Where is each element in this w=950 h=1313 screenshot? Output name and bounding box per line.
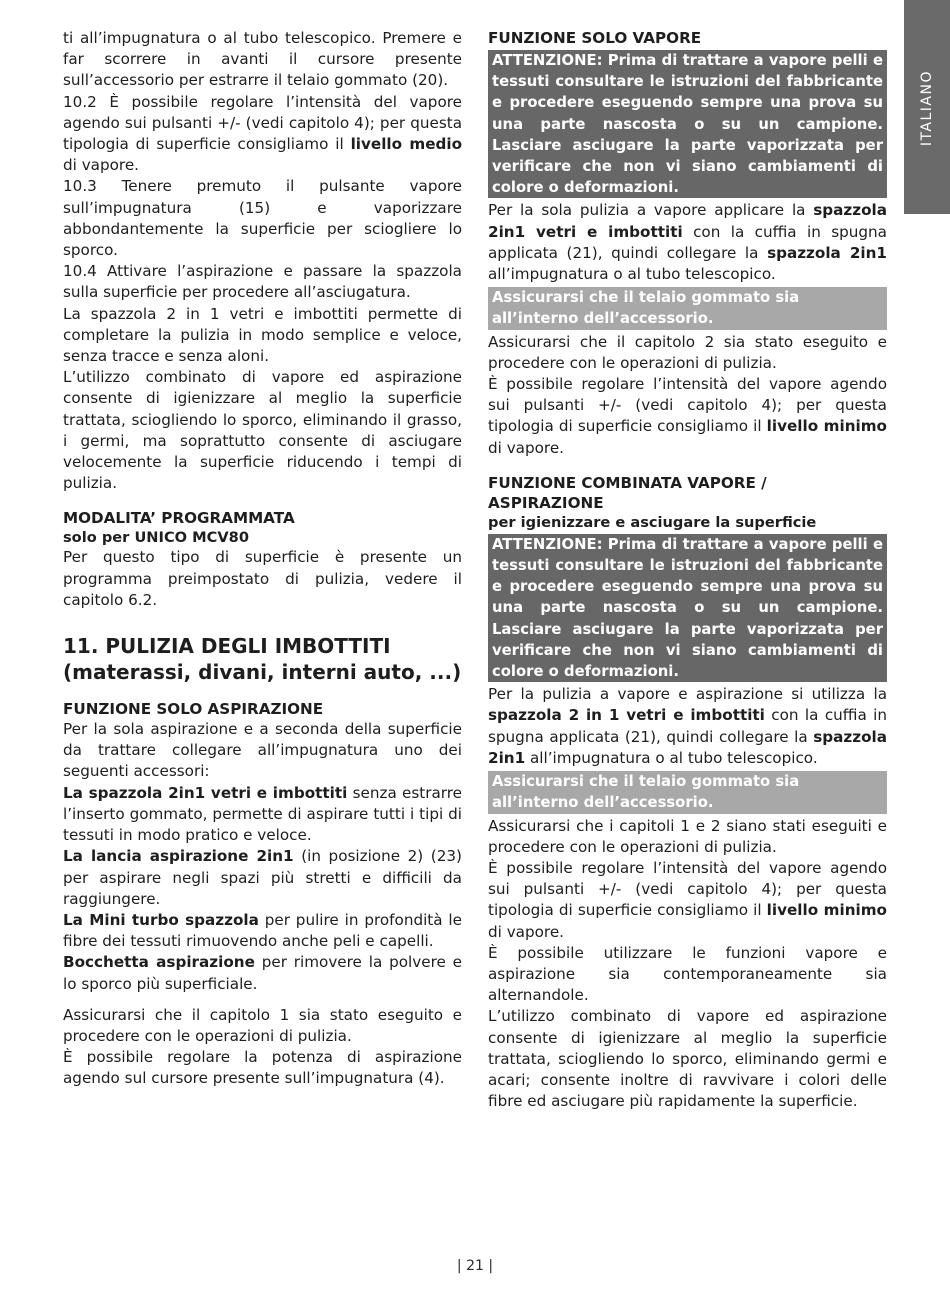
language-label: ITALIANO (919, 70, 935, 147)
section-11-subtitle: (materassi, divani, interni auto, ...) (63, 660, 462, 685)
combined-note-box: Assicurarsi che il telaio gommato sia all’interno dell’accessorio. (488, 771, 887, 813)
vacuum-closing-2: È possibile regolare la potenza di aspirazione agendo sul cursore presente sull’impugnatura (4). (63, 1048, 462, 1088)
combined-use-paragraph: L’utilizzo combinato di vapore ed aspirazione consente di igienizzare al meglio la superficie trattata, sciogliendo lo sporco, eliminando il grasso, i germi, ma soprattutto consente di asciugare velocemente la superficie riducendo i tempi di pulizia. (63, 368, 462, 493)
language-side-tab (904, 0, 950, 214)
accessory-item-brush: La spazzola 2in1 vetri e imbottiti senza estrarre l’inserto gommato, permette di aspirare tutti i tipi di tessuti in modo pratico e veloce. (63, 783, 462, 845)
emphasis-livello-medio: livello medio (350, 135, 463, 154)
combined-warning-box: ATTENZIONE: Prima di trattare a vapore pelli e tessuti consultare le istruzioni del fabbricante e procedere eseguendo sempre una prova su una parte nascosta o su un campione. Lasciare asciugare la parte vaporizzata per verificare che non vi siano cambiamenti di colore o deformazioni. (488, 534, 887, 682)
left-column (63, 28, 462, 1090)
combined-closing-4: L’utilizzo combinato di vapore ed aspirazione consente di igienizzare al meglio la superficie trattata, sciogliendo lo sporco, eliminando germi e acari; consente inoltre di ravvivare i colori delle fibre ed asciugare più rapidamente la superficie. (488, 1007, 887, 1111)
accessory-item-nozzle: Bocchetta aspirazione per rimovere la polvere e lo sporco più superficiale. (63, 953, 462, 993)
steam-only-instructions: Per la sola pulizia a vapore applicare la spazzola 2in1 vetri e imbottiti con la cuffia in spugna applicata (21), quindi collegare la spazzola 2in1 all’impugnatura o al tubo telescopico. (488, 201, 887, 284)
step-10-4: 10.4 Attivare l’aspirazione e passare la spazzola sulla superficie per procedere all’asciugatura. (63, 262, 462, 302)
page-number: | 21 | (456, 1258, 494, 1274)
programmed-mode-text: Per questo tipo di superficie è presente un programma preimpostato di pulizia, vedere il capitolo 6.2. (63, 548, 462, 609)
programmed-mode-heading: MODALITA’ PROGRAMMATA (63, 509, 295, 528)
combined-closing-2: È possibile regolare l’intensità del vapore agendo sui pulsanti +/- (vedi capitolo 4); per questa tipologia di superficie consigliamo il livello minimo di vapore. (488, 858, 887, 941)
steam-only-heading: FUNZIONE SOLO VAPORE (488, 29, 702, 47)
combined-closing-3: È possibile utilizzare le funzioni vapore e aspirazione sia contemporaneamente sia alternandole. (488, 943, 887, 1005)
combined-instructions: Per la pulizia a vapore e aspirazione si utilizza la spazzola 2 in 1 vetri e imbottiti con la cuffia in spugna applicata (21), quindi collegare la spazzola 2in1 all’impugnatura o al tubo telescopico. (488, 685, 888, 767)
step-10-3: 10.3 Tenere premuto il pulsante vapore sull’impugnatura (15) e vaporizzare abbondantemente la superficie per sciogliere lo sporco. (63, 177, 462, 260)
vacuum-only-intro: Per la sola aspirazione e a seconda della superficie da trattare collegare all’impugnatura uno dei seguenti accessori: (63, 720, 462, 781)
accessory-item-lance: La lancia aspirazione 2in1 (in posizione 2) (23) per aspirare negli spazi più stretti e difficili da raggiungere. (63, 847, 462, 908)
combined-subheading: per igienizzare e asciugare la superficie (488, 513, 817, 531)
programmed-mode-subheading: solo per UNICO MCV80 (63, 529, 249, 547)
intro-paragraph: ti all’impugnatura o al tubo telescopico. Premere e far scorrere in avanti il cursore presente sull’accessorio per estrarre il telaio gommato (20). (63, 29, 462, 90)
vacuum-only-heading: FUNZIONE SOLO ASPIRAZIONE (63, 700, 324, 719)
section-11-title: 11. PULIZIA DEGLI IMBOTTITI (63, 634, 391, 659)
accessory-item-turbo-brush: La Mini turbo spazzola per pulire in profondità le fibre dei tessuti rimuovendo anche peli e capelli. (63, 910, 462, 951)
vacuum-closing-1: Assicurarsi che il capitolo 1 sia stato eseguito e procedere con le operazioni di pulizia. (63, 1005, 462, 1045)
steam-only-warning-box: ATTENZIONE: Prima di trattare a vapore pelli e tessuti consultare le istruzioni del fabbricante e procedere eseguendo sempre una prova su una parte nascosta o su un campione. Lasciare asciugare la parte vaporizzata per verificare che non vi siano cambiamenti di colore o deformazioni. (488, 50, 887, 198)
steam-only-note-box: Assicurarsi che il telaio gommato sia all’interno dell’accessorio. (488, 287, 887, 329)
combined-closing-1: Assicurarsi che i capitoli 1 e 2 siano stati eseguiti e procedere con le operazioni di pulizia. (488, 816, 887, 856)
steam-only-closing-2: È possibile regolare l’intensità del vapore agendo sui pulsanti +/- (vedi capitolo 4); per questa tipologia di superficie consigliamo il livello minimo di vapore. (488, 375, 887, 457)
step-10-2: 10.2 È possibile regolare l’intensità del vapore agendo sui pulsanti +/- (vedi capitolo 4); per questa tipologia di superficie consigliamo il livello medio di vapore. (63, 92, 463, 175)
steam-only-closing-1: Assicurarsi che il capitolo 2 sia stato eseguito e procedere con le operazioni di pulizia. (488, 332, 887, 372)
combined-heading: FUNZIONE COMBINATA VAPORE / ASPIRAZIONE (488, 473, 767, 512)
brush-paragraph: La spazzola 2 in 1 vetri e imbottiti permette di completare la pulizia in modo semplice e veloce, senza tracce e senza aloni. (63, 304, 462, 366)
right-column (488, 28, 887, 1112)
